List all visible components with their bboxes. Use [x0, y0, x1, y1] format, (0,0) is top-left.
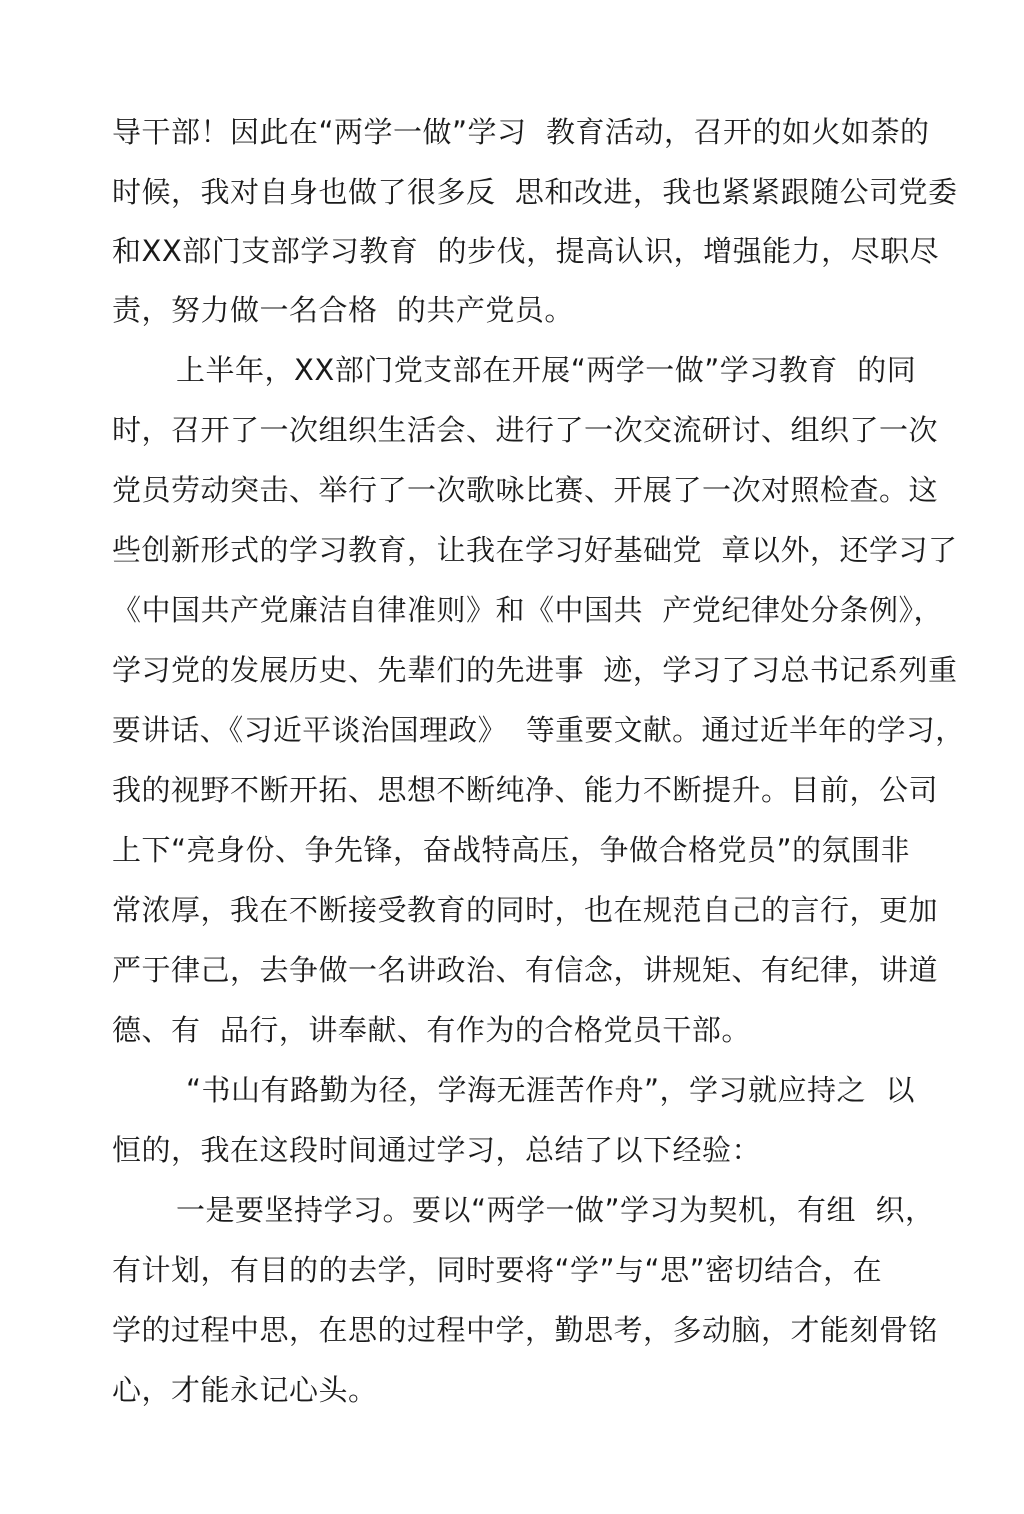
text-line: 导干部！因此在“两学一做”学习 教育活动，召开的如火如荼的	[112, 115, 930, 149]
text-line: 我的视野不断开拓、思想不断纯净、能力不断提升。目前，公司	[112, 773, 939, 807]
text-line: 恒的，我在这段时间通过学习，总结了以下经验：	[112, 1133, 762, 1167]
text-line: 时，召开了一次组织生活会、进行了一次交流研讨、组织了一次	[112, 413, 939, 447]
text-line: 学习党的发展历史、先辈们的先进事 迹，学习了习总书记系列重	[112, 653, 958, 687]
text-line: 常浓厚，我在不断接受教育的同时，也在规范自己的言行，更加	[112, 893, 939, 927]
text-line: 严于律己，去争做一名讲政治、有信念，讲规矩、有纪律，讲道	[112, 953, 939, 987]
text-line: 上半年，XX部门党支部在开展“两学一做”学习教育 的同	[176, 353, 917, 387]
text-line: 一是要坚持学习。要以“两学一做”学习为契机，有组 织，	[176, 1193, 935, 1227]
text-line: 心，才能永记心头。	[112, 1373, 378, 1407]
text-line: “书山有路勤为径，学海无涯苦作舟”，学习就应持之 以	[186, 1073, 915, 1107]
text-line: 责，努力做一名合格 的共产党员。	[112, 293, 574, 327]
text-line: 党员劳动突击、举行了一次歌咏比赛、开展了一次对照检查。这	[112, 473, 939, 507]
text-line: 学的过程中思，在思的过程中学，勤思考，多动脑，才能刻骨铭	[112, 1313, 939, 1347]
text-line: 有计划，有目的的去学，同时要将“学”与“思”密切结合，在	[112, 1253, 883, 1287]
text-line: 要讲话、《习近平谈治国理政》 等重要文献。通过近半年的学习，	[112, 713, 965, 747]
text-line: 时候，我对自身也做了很多反 思和改进，我也紧紧跟随公司党委	[112, 175, 958, 209]
text-line: 《中国共产党廉洁自律准则》和《中国共 产党纪律处分条例》，	[112, 593, 943, 627]
text-line: 德、有 品行，讲奉献、有作为的合格党员干部。	[112, 1013, 751, 1047]
text-line: 上下“亮身份、争先锋，奋战特高压，争做合格党员”的氛围非	[112, 833, 911, 867]
text-line: 和XX部门支部学习教育 的步伐，提高认识，增强能力，尽职尽	[112, 234, 940, 268]
text-line: 些创新形式的学习教育，让我在学习好基础党 章以外，还学习了	[112, 533, 958, 567]
